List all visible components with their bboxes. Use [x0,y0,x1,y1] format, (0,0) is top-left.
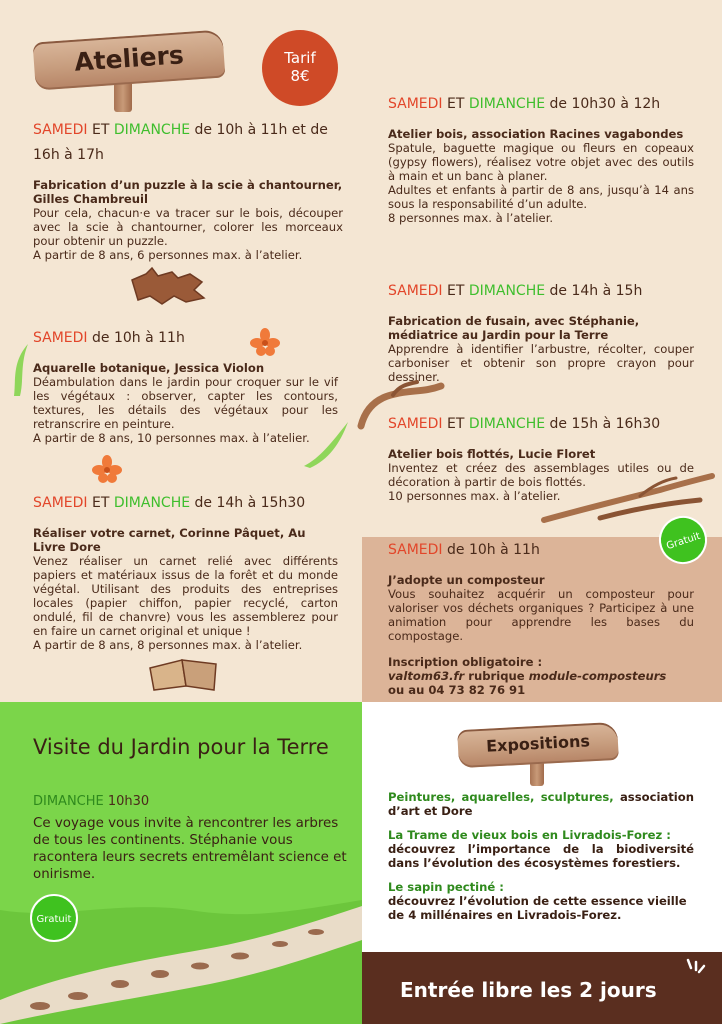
visite-description: Ce voyage vous invite à rencontrer les arbres de tous les continents. Stéphanie vous racontera leurs secrets entremêlant science et onirisme. [33,816,347,882]
inscription-website[interactable]: valtom63.fr [388,669,465,683]
workshop-title: Atelier bois, association Racines vagabondes [388,127,684,141]
tarif-badge [262,30,338,106]
workshop-description-extra: Adultes et enfants à partir de 8 ans, jusqu’à 14 ans sous la responsabilité d’un adulte. [388,183,694,211]
workshop-puzzle [33,118,343,262]
workshop-schedule [388,412,694,437]
et-label: ET [87,122,114,138]
workshop-note: 10 personnes max. à l’atelier. [388,489,561,503]
samedi-label: SAMEDI [33,495,88,511]
samedi-label: SAMEDI [33,122,88,138]
workshop-note: A partir de 8 ans, 10 personnes max. à l’atelier. [33,431,310,445]
expo-item-title: La Trame de vieux bois en Livradois-Forez : [388,828,671,842]
workshop-title: Fabrication de fusain, avec Stéphanie, médiatrice au Jardin pour la Terre [388,314,640,342]
time-label: de 10h à 11h [442,542,540,558]
workshop-description: Apprendre à identifier l’arbustre, récolter, couper carboniser et obtenir son propre crayon pour dessiner. [388,342,694,384]
entree-libre-text: Entrée libre les 2 jours [400,978,657,1002]
workshop-description: Vous souhaitez acquérir un composteur pour valoriser vos déchets organiques ? Participez à une animation pour apprendre les bases du compostage. [388,587,694,643]
workshop-schedule [388,279,694,304]
inscription-label: Inscription obligatoire : [388,655,543,669]
expo-item-title: Peintures, aquarelles, sculptures, [388,790,614,804]
workshop-note: 8 personnes max. à l’atelier. [388,211,554,225]
expo-item [388,828,694,870]
workshop-schedule [388,538,694,563]
expositions-list [388,790,694,932]
workshop-title: Aquarelle botanique, Jessica Violon [33,361,265,375]
workshop-title: Atelier bois flottés, Lucie Floret [388,447,596,461]
time-label: de 14h à 15h [545,283,643,299]
workshop-bois [388,92,694,225]
expositions-sign [458,722,618,782]
inscription-mid: rubrique [464,669,529,683]
time-label: 10h30 [103,794,150,809]
workshop-schedule [33,326,338,351]
tarif-label: Tarif [284,49,316,67]
dimanche-label: DIMANCHE [113,495,191,511]
dimanche-label: DIMANCHE [113,122,191,138]
time-label: de 15h à 16h30 [545,416,661,432]
workshop-description: Déambulation dans le jardin pour croquer sur le vif les végétaux : observer, capter les contours, textures, les détails des végétaux pour les retranscrire en peinture. [33,375,338,431]
expo-item-desc: association d’art et Dore [388,790,694,818]
dimanche-label: DIMANCHE [33,794,104,809]
workshop-title: Réaliser votre carnet, Corinne Pâquet, Au Livre Dore [33,526,306,554]
workshop-description: Inventez et créez des assemblages utiles ou de décoration à partir de bois flottés. [388,461,694,489]
tarif-price: 8€ [290,67,310,85]
workshop-fusain [388,279,694,384]
workshop-description: Spatule, baguette magique ou fleurs en copeaux (gypsy flowers), réalisez votre objet avec des outils à main et un banc à planer. [388,141,694,183]
time-label: de 10h à 11h et de 16h à 17h [33,122,328,163]
workshop-schedule [33,118,343,168]
time-label: de 14h à 15h30 [190,495,306,511]
grass-leaf-icon [6,340,36,398]
expo-item-desc: découvrez l’évolution de cette essence vieille de 4 millénaires en Livradois-Forez. [388,894,687,922]
workshop-composteur [388,538,694,697]
et-label: ET [442,96,469,112]
et-label: ET [442,283,469,299]
grass-leaf-icon [300,418,352,470]
workshop-description: Pour cela, chacun·e va tracer sur le bois, découper avec la scie à chantourner, colorer les morceaux pour obtenir un puzzle. [33,206,343,248]
sparkle-icon [684,958,708,982]
samedi-label: SAMEDI [388,96,443,112]
inscription-details [388,669,694,683]
inscription-phone: ou au 04 73 82 76 91 [388,683,526,697]
workshop-schedule [33,491,338,516]
workshop-aquarelle [33,326,338,445]
workshop-title: Fabrication d’un puzzle à la scie à chantourner, Gilles Chambreuil [33,178,343,206]
gratuit-badge: Gratuit [30,894,78,942]
expo-item-desc: découvrez l’importance de la biodiversité dans l’évolution des écosystèmes forestiers. [388,842,694,870]
visite-title: Visite du Jardin pour la Terre [33,735,329,759]
visite-schedule [33,794,149,809]
workshop-description: Venez réaliser un carnet relié avec différents papiers et matériaux issus de la forêt et du monde végétal. Utilisant des produits des entreprises locales (papier chiffon, papier recyclé, carton ondulé, fil de chanvre) vous les assemblerez pour en faire un carnet original et unique ! [33,554,338,638]
workshop-note: A partir de 8 ans, 8 personnes max. à l’atelier. [33,638,303,652]
dimanche-label: DIMANCHE [468,96,546,112]
gratuit-badge: Gratuit [653,510,713,570]
samedi-label: SAMEDI [388,542,443,558]
expositions-title: Expositions [485,731,591,756]
samedi-label: SAMEDI [388,416,443,432]
puzzle-piece-illustration [128,266,210,306]
inscription-module: module-composteurs [528,669,667,683]
workshop-title: J’adopte un composteur [388,573,545,587]
ateliers-sign [34,28,224,108]
dimanche-label: DIMANCHE [468,416,546,432]
workshop-note: A partir de 8 ans, 6 personnes max. à l’atelier. [33,248,303,262]
expo-item [388,790,694,818]
samedi-label: SAMEDI [388,283,443,299]
time-label: de 10h30 à 12h [545,96,661,112]
time-label: de 10h à 11h [87,330,185,346]
dimanche-label: DIMANCHE [468,283,546,299]
workshop-schedule [388,92,694,117]
et-label: ET [87,495,114,511]
expo-item-title: Le sapin pectiné : [388,880,504,894]
samedi-label: SAMEDI [33,330,88,346]
et-label: ET [442,416,469,432]
notebook-illustration [146,656,222,692]
flower-icon [92,455,122,483]
workshop-carnet [33,491,338,652]
flower-icon [250,328,280,356]
ateliers-title: Ateliers [73,40,185,77]
expo-item [388,880,694,922]
